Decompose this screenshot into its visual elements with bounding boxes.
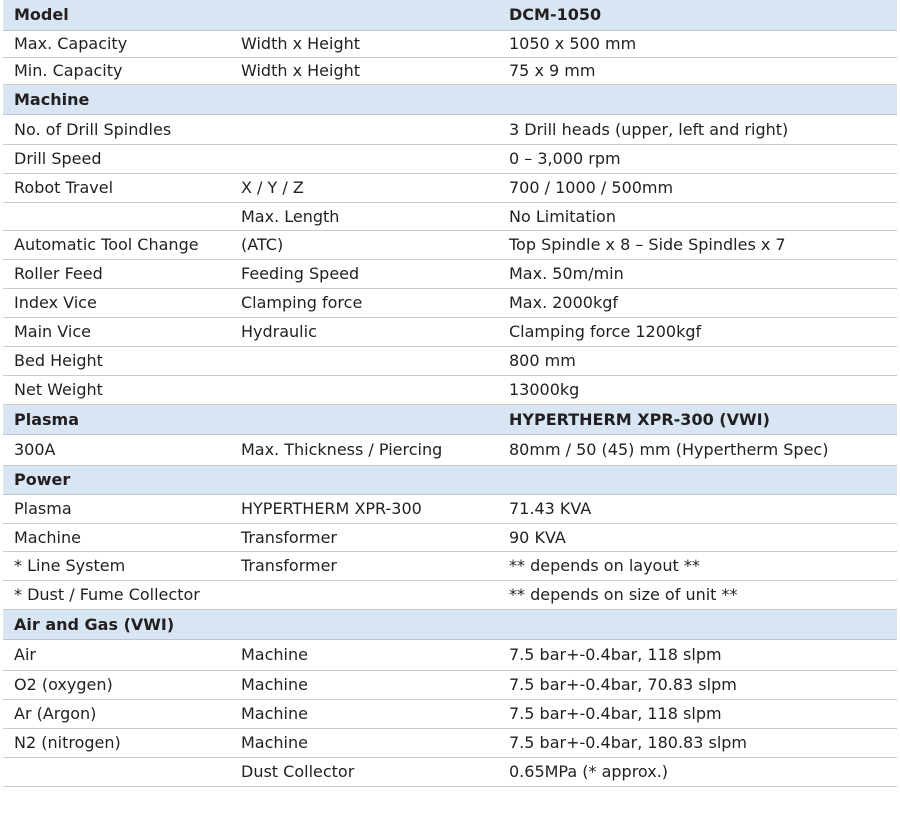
spec-label: * Line System	[3, 551, 230, 580]
spec-parameter: Machine	[230, 639, 498, 670]
section-cell	[230, 465, 498, 494]
spec-value: 71.43 KVA	[498, 494, 897, 523]
spec-parameter: HYPERTHERM XPR-300	[230, 494, 498, 523]
section-header	[3, 465, 897, 494]
spec-value: 1050 x 500 mm	[498, 30, 897, 57]
spec-value: 13000kg	[498, 375, 897, 404]
spec-label: Machine	[3, 523, 230, 551]
spec-parameter: Transformer	[230, 551, 498, 580]
spec-label: Bed Height	[3, 346, 230, 375]
section-header	[3, 404, 897, 434]
table-row	[3, 728, 897, 757]
spec-parameter: X / Y / Z	[230, 173, 498, 202]
spec-parameter: Machine	[230, 699, 498, 728]
table-row	[3, 346, 897, 375]
table-row	[3, 375, 897, 404]
spec-parameter: Hydraulic	[230, 317, 498, 346]
spec-label: Ar (Argon)	[3, 699, 230, 728]
table-row	[3, 202, 897, 230]
table-row	[3, 288, 897, 317]
table-row	[3, 551, 897, 580]
spec-parameter	[230, 346, 498, 375]
spec-parameter: Machine	[230, 670, 498, 699]
table-row	[3, 230, 897, 259]
table-row	[3, 670, 897, 699]
spec-label: Max. Capacity	[3, 30, 230, 57]
spec-value: 75 x 9 mm	[498, 57, 897, 84]
spec-value: 7.5 bar+-0.4bar, 180.83 slpm	[498, 728, 897, 757]
spec-value: 80mm / 50 (45) mm (Hypertherm Spec)	[498, 434, 897, 465]
spec-value: Max. 2000kgf	[498, 288, 897, 317]
spec-label: O2 (oxygen)	[3, 670, 230, 699]
spec-parameter: Width x Height	[230, 57, 498, 84]
spec-parameter: Machine	[230, 728, 498, 757]
section-header	[3, 84, 897, 114]
spec-parameter: Max. Length	[230, 202, 498, 230]
table-row	[3, 317, 897, 346]
spec-label: Roller Feed	[3, 259, 230, 288]
spec-label: Air	[3, 639, 230, 670]
spec-label: Drill Speed	[3, 144, 230, 173]
section-title: Power	[3, 465, 230, 494]
spec-label: Net Weight	[3, 375, 230, 404]
spec-parameter: Feeding Speed	[230, 259, 498, 288]
table-row	[3, 114, 897, 144]
spec-parameter: Max. Thickness / Piercing	[230, 434, 498, 465]
spec-parameter: Clamping force	[230, 288, 498, 317]
spec-parameter: Transformer	[230, 523, 498, 551]
section-cell	[230, 84, 498, 114]
table-row	[3, 57, 897, 84]
spec-value: 0 – 3,000 rpm	[498, 144, 897, 173]
table-row	[3, 580, 897, 609]
spec-value: 90 KVA	[498, 523, 897, 551]
section-cell: HYPERTHERM XPR-300 (VWI)	[498, 404, 897, 434]
spec-parameter	[230, 114, 498, 144]
section-title: Machine	[3, 84, 230, 114]
spec-label: Main Vice	[3, 317, 230, 346]
spec-parameter	[230, 144, 498, 173]
spec-parameter	[230, 375, 498, 404]
spec-value: 7.5 bar+-0.4bar, 118 slpm	[498, 699, 897, 728]
table-row	[3, 699, 897, 728]
spec-label: Automatic Tool Change	[3, 230, 230, 259]
section-title: Air and Gas (VWI)	[3, 609, 230, 639]
spec-value: 3 Drill heads (upper, left and right)	[498, 114, 897, 144]
spec-value: 700 / 1000 / 500mm	[498, 173, 897, 202]
spec-value: No Limitation	[498, 202, 897, 230]
section-title: Plasma	[3, 404, 230, 434]
section-cell	[498, 84, 897, 114]
section-title: Model	[3, 0, 230, 30]
spec-label: Robot Travel	[3, 173, 230, 202]
table-row	[3, 434, 897, 465]
table-row	[3, 757, 897, 786]
section-cell: DCM-1050	[498, 0, 897, 30]
table-row	[3, 523, 897, 551]
spec-label	[3, 202, 230, 230]
table-row	[3, 494, 897, 523]
spec-label: Min. Capacity	[3, 57, 230, 84]
section-cell	[230, 0, 498, 30]
table-row	[3, 173, 897, 202]
spec-value: ** depends on layout **	[498, 551, 897, 580]
spec-label: No. of Drill Spindles	[3, 114, 230, 144]
spec-value: ** depends on size of unit **	[498, 580, 897, 609]
spec-value: Top Spindle x 8 – Side Spindles x 7	[498, 230, 897, 259]
spec-value: 0.65MPa (* approx.)	[498, 757, 897, 786]
section-cell	[230, 609, 498, 639]
spec-table	[3, 0, 897, 787]
spec-label: Plasma	[3, 494, 230, 523]
spec-parameter: Width x Height	[230, 30, 498, 57]
spec-value: Clamping force 1200kgf	[498, 317, 897, 346]
table-row	[3, 30, 897, 57]
spec-value: 7.5 bar+-0.4bar, 70.83 slpm	[498, 670, 897, 699]
spec-label: * Dust / Fume Collector	[3, 580, 230, 609]
section-cell	[498, 465, 897, 494]
spec-parameter	[230, 580, 498, 609]
table-row	[3, 639, 897, 670]
section-header	[3, 609, 897, 639]
spec-value: 7.5 bar+-0.4bar, 118 slpm	[498, 639, 897, 670]
section-cell	[498, 609, 897, 639]
spec-label: 300A	[3, 434, 230, 465]
section-header	[3, 0, 897, 30]
table-row	[3, 144, 897, 173]
spec-parameter: Dust Collector	[230, 757, 498, 786]
section-cell	[230, 404, 498, 434]
spec-label: Index Vice	[3, 288, 230, 317]
table-row	[3, 259, 897, 288]
spec-value: 800 mm	[498, 346, 897, 375]
spec-value: Max. 50m/min	[498, 259, 897, 288]
spec-label	[3, 757, 230, 786]
spec-label: N2 (nitrogen)	[3, 728, 230, 757]
spec-parameter: (ATC)	[230, 230, 498, 259]
